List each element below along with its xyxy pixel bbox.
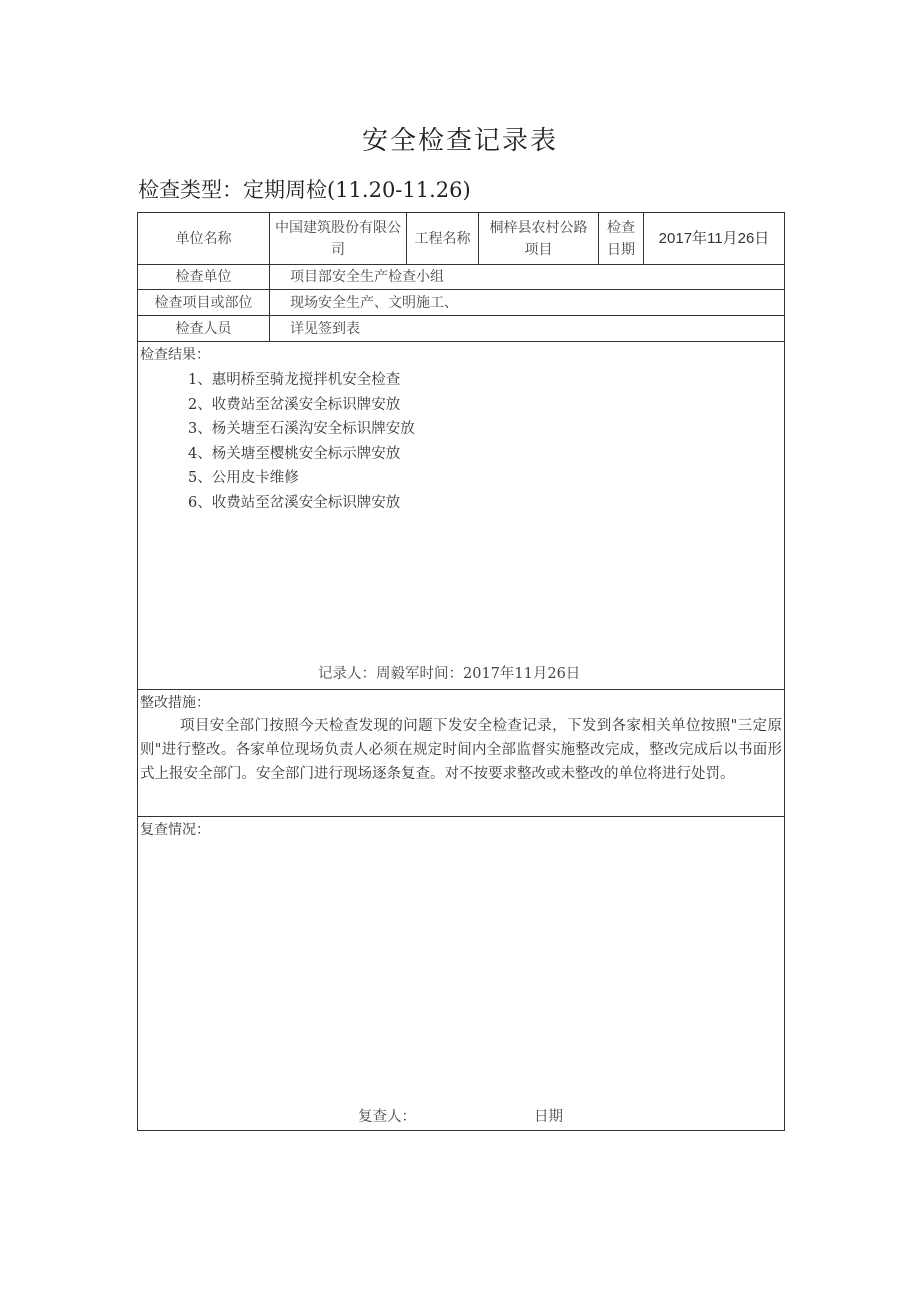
check-date-label: 检查日期 [599, 213, 644, 264]
result-item: 3、杨关塘至石溪沟安全标识牌安放 [188, 421, 415, 437]
measures-label: 整改措施： [140, 695, 210, 711]
result-item: 2、收费站至岔溪安全标识牌安放 [188, 396, 401, 413]
results-section [138, 342, 784, 690]
inspectors-value: 详见签到表 [290, 320, 360, 337]
inspection-form [137, 212, 785, 1131]
recorder-line: 记录人：周毅军时间：2017年11月26日 [318, 666, 581, 682]
review-section [138, 817, 784, 1130]
inspection-items-label: 检查项目或部位 [138, 290, 270, 315]
info-row-inspection-unit [138, 265, 784, 290]
results-label: 检查结果： [140, 347, 210, 363]
result-item: 6、收费站至岔溪安全标识牌安放 [188, 494, 401, 511]
unit-name-label: 单位名称 [138, 213, 270, 264]
inspectors-label: 检查人员 [138, 316, 270, 341]
results-list [188, 368, 415, 515]
result-item: 1、惠明桥至骑龙搅拌机安全检查 [188, 372, 401, 388]
measures-text: 项目安全部门按照今天检查发现的问题下发安全检查记录，下发到各家相关单位按照"三定原则"进行整改。各家单位现场负责人必须在规定时间内全部监督实施整改完成，整改完成后以书面形式上报安全部门。安全部门进行现场逐条复查。对不按要求整改或未整改的单位将进行处罚。 [140, 718, 782, 782]
info-row-inspectors [138, 316, 784, 342]
info-row-inspection-items [138, 290, 784, 316]
header-row [138, 213, 784, 265]
project-name-value: 桐梓县农村公路项目 [479, 213, 599, 264]
document-title: 安全检查记录表 [361, 126, 558, 156]
inspection-items-value: 现场安全生产、文明施工、 [290, 294, 458, 311]
result-item: 5、公用皮卡维修 [188, 470, 299, 486]
reviewer-label: 复查人： [358, 1109, 416, 1125]
project-name-label: 工程名称 [407, 213, 479, 264]
check-date-value: 2017年11月26日 [658, 229, 770, 247]
inspection-unit-label: 检查单位 [138, 265, 270, 289]
inspection-type: 检查类型：定期周检(11.20-11.26) [138, 178, 471, 202]
review-date-label: 日期 [534, 1109, 563, 1125]
result-item: 4、杨关塘至樱桃安全标示牌安放 [188, 445, 401, 462]
inspection-unit-value: 项目部安全生产检查小组 [290, 269, 444, 285]
unit-name-value: 中国建筑股份有限公司 [270, 213, 407, 264]
review-label: 复查情况： [140, 822, 210, 838]
measures-section [138, 690, 784, 817]
